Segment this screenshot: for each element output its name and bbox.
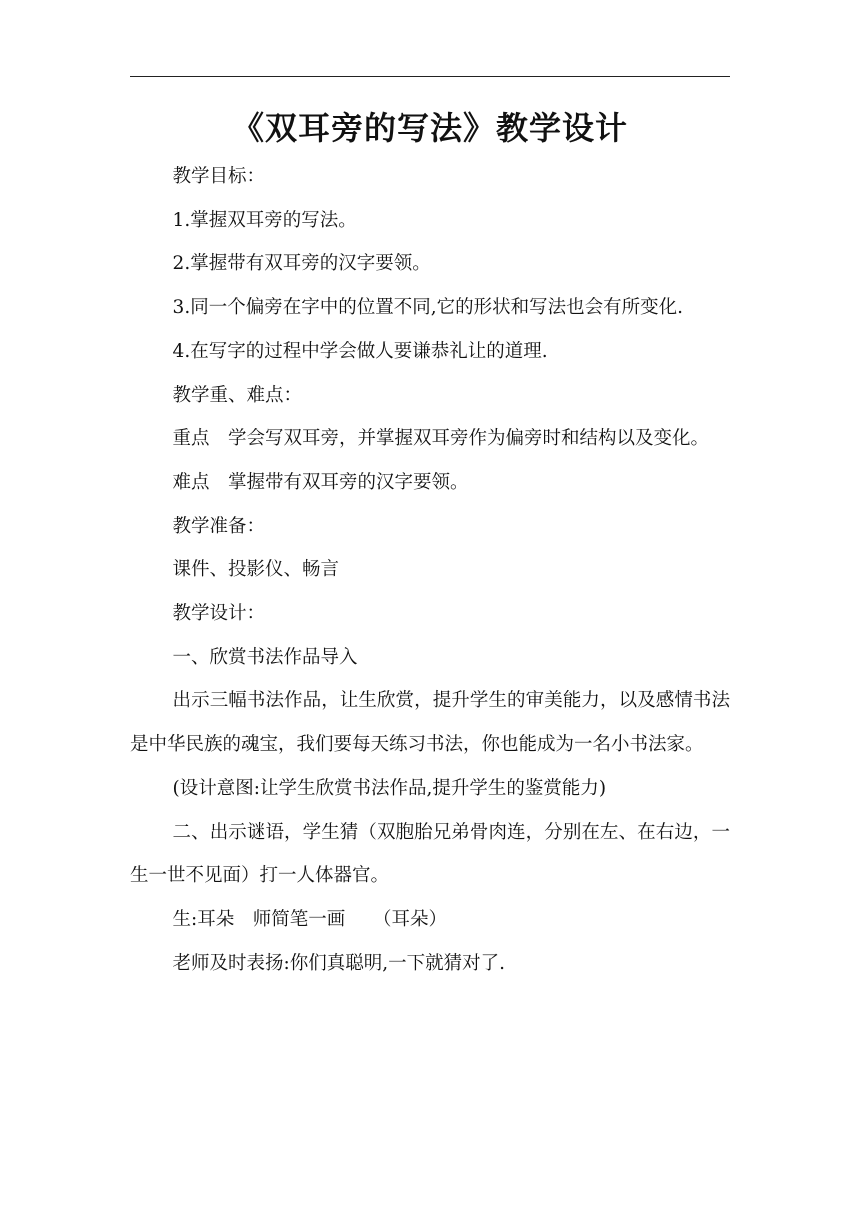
paragraph-teacher-praise: 老师及时表扬:你们真聪明,一下就猜对了. — [172, 952, 506, 974]
paragraph-section-1-body: 出示三幅书法作品，让生欣赏，提升学生的审美能力，以及感情书法是中华民族的魂宝，我们要每天练习书法，你也能成为一名小书法家。 — [130, 690, 730, 756]
paragraph-objective-1: 1.掌握双耳旁的写法。 — [172, 209, 357, 231]
paragraph-objective-3: 3.同一个偏旁在字中的位置不同,它的形状和写法也会有所变化. — [172, 297, 683, 319]
paragraph-section-1-heading: 一、欣赏书法作品导入 — [172, 646, 358, 668]
paragraph-preparation-items: 课件、投影仪、畅言 — [172, 559, 340, 581]
paragraph-objective-2: 2.掌握带有双耳旁的汉字要领。 — [172, 253, 431, 275]
document-body — [130, 155, 730, 985]
paragraph-design-heading: 教学设计： — [172, 603, 266, 625]
paragraph-key-points-heading: 教学重、难点： — [172, 384, 303, 406]
paragraph-section-2-riddle: 二、出示谜语，学生猜（双胞胎兄弟骨肉连，分别在左、在右边，一生一世不见面）打一人体器官。 — [130, 821, 730, 887]
paragraph-key-point: 重点 学会写双耳旁，并掌握双耳旁作为偏旁时和结构以及变化。 — [172, 428, 710, 450]
paragraph-difficult-point: 难点 掌握带有双耳旁的汉字要领。 — [172, 471, 469, 493]
paragraph-preparation-heading: 教学准备： — [172, 515, 266, 537]
paragraph-student-answer: 生:耳朵 师简笔一画 （耳朵） — [172, 908, 448, 930]
header-rule — [130, 76, 730, 77]
paragraph-design-intent: (设计意图:让学生欣赏书法作品,提升学生的鉴赏能力) — [172, 777, 607, 799]
document-title: 《双耳旁的写法》教学设计 — [231, 109, 628, 147]
paragraph-objectives-heading: 教学目标： — [172, 166, 266, 187]
paragraph-objective-4: 4.在写字的过程中学会做人要谦恭礼让的道理. — [172, 340, 548, 362]
